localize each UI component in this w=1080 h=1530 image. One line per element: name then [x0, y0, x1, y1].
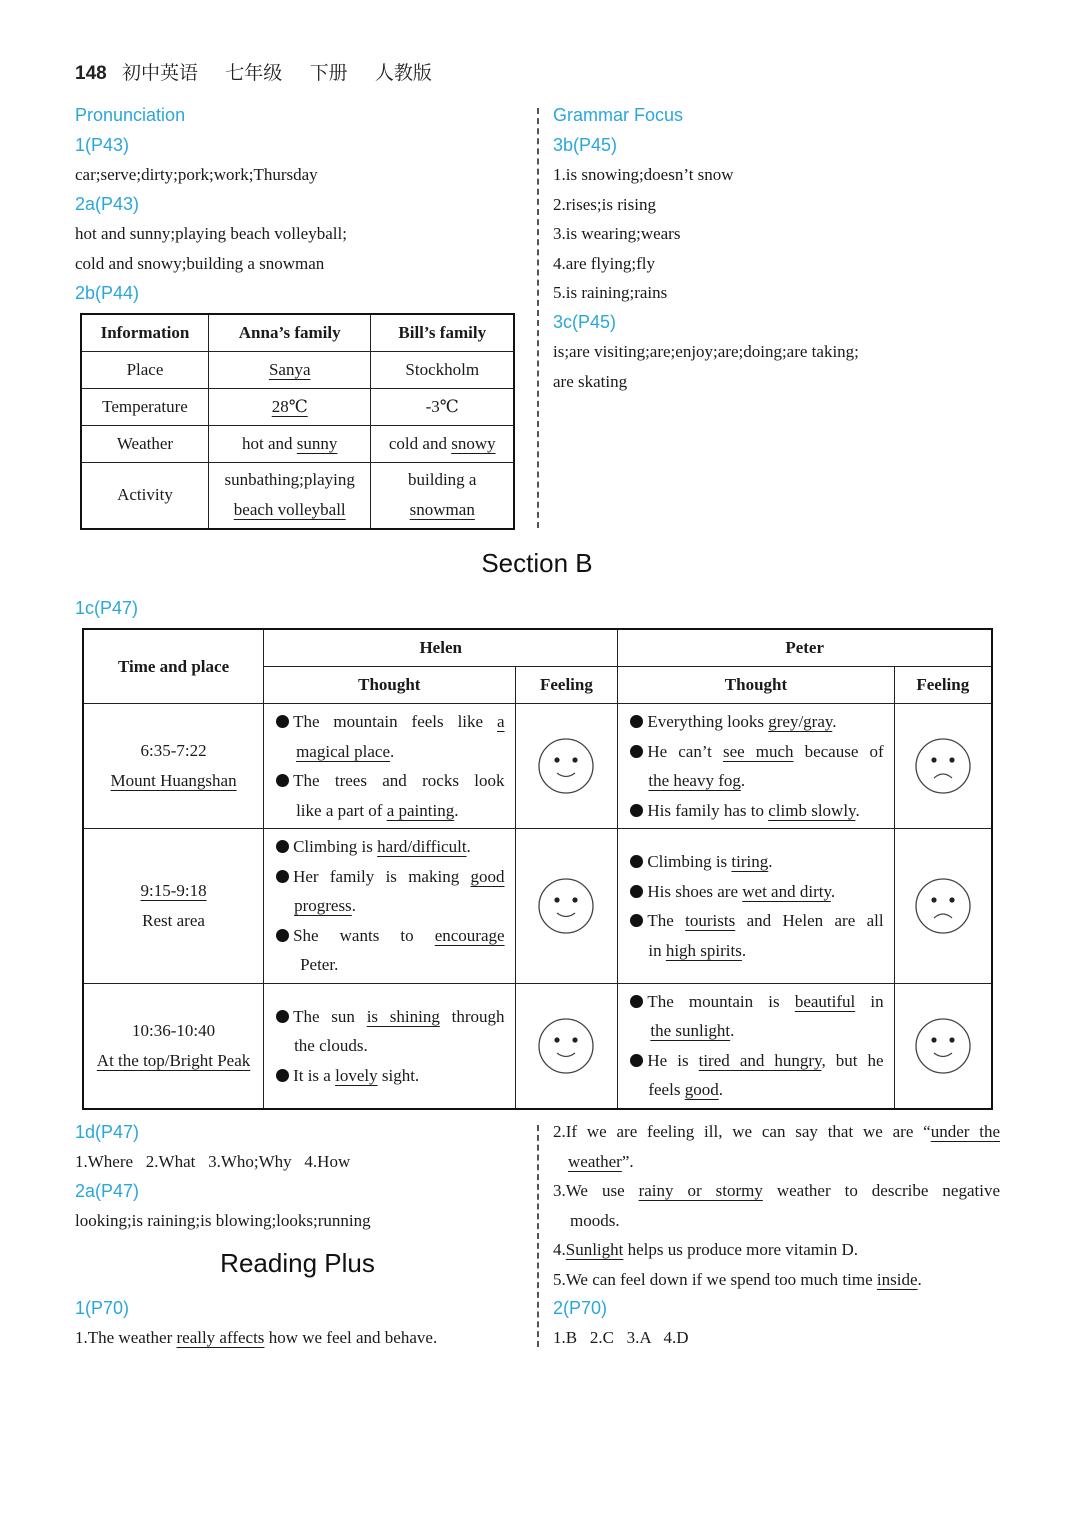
column-header: Anna’s family	[208, 314, 371, 352]
grammar-focus-title: Grammar Focus	[553, 105, 684, 125]
answer-blank: under the	[930, 1122, 1000, 1141]
answer-blank: Sunlight	[565, 1240, 624, 1259]
row-label: Place	[81, 352, 208, 389]
cell-text: The trees and rocks look	[293, 771, 505, 790]
table-cell	[371, 426, 514, 463]
cell-text: Climbing is	[647, 852, 732, 871]
column-header: Helen	[264, 629, 618, 667]
cell-text: building a	[408, 470, 477, 490]
answer-blank: 28℃	[271, 397, 308, 416]
cell-text: He can’t	[647, 741, 723, 761]
column-header: Feeling	[894, 667, 992, 704]
bullet-icon	[276, 1069, 289, 1082]
cell-text: weather to describe negative	[762, 1181, 1000, 1200]
cell-text: The mountain feels like	[293, 712, 497, 731]
answer-text: hot and sunny;playing beach volleyball;	[75, 224, 347, 243]
answer-blank: tiring	[731, 852, 769, 871]
cell-text: because of	[793, 741, 884, 761]
bullet-icon	[630, 804, 643, 817]
answer-text	[75, 1323, 437, 1353]
feeling-cell	[894, 984, 992, 1109]
cell-text: , but he	[821, 1050, 884, 1070]
table-row	[81, 426, 514, 463]
column-header: Thought	[618, 667, 894, 704]
row-label: Temperature	[81, 389, 208, 426]
answer-blank: snowy	[451, 434, 496, 453]
cell-text: hot and	[242, 434, 297, 453]
answer-blank: grey/gray	[768, 712, 833, 731]
happy-face-icon	[537, 737, 595, 795]
answer-blank: beautiful	[794, 991, 856, 1011]
feeling-cell	[515, 829, 618, 984]
cell-text: sight.	[377, 1065, 420, 1085]
answer-text: are skating	[553, 372, 628, 391]
answer-text: 1.Where 2.What 3.Who;Why 4.How	[75, 1152, 351, 1171]
exercise-label: 2b(P44)	[75, 283, 140, 303]
table-cell	[208, 389, 371, 426]
thought-cell	[618, 829, 894, 984]
table-row	[81, 463, 514, 529]
thought-cell	[618, 984, 894, 1109]
exercise-label: 2(P70)	[553, 1298, 608, 1318]
header-volume: 下册	[309, 63, 348, 84]
exercise-label: 2a(P47)	[75, 1181, 140, 1201]
sad-face-icon	[914, 877, 972, 935]
table-cell	[371, 463, 514, 529]
cell-text: Climbing is	[293, 837, 378, 857]
bullet-icon	[276, 870, 289, 883]
answer-text	[568, 1147, 634, 1177]
cell-text: .	[454, 800, 459, 820]
feeling-cell	[894, 704, 992, 829]
table-row	[83, 984, 992, 1109]
cell-text: and Helen are all	[735, 911, 884, 930]
table-cell	[208, 463, 371, 529]
answer-blank: encourage	[434, 925, 505, 945]
answer-blank: high spirits	[665, 940, 742, 960]
cell-text: .	[830, 881, 836, 901]
bullet-icon	[276, 929, 289, 942]
cell-text: The mountain is	[647, 991, 795, 1011]
cell-text: like a part of	[296, 800, 387, 820]
column-header: Bill’s family	[371, 314, 514, 352]
bullet-icon	[630, 914, 643, 927]
answer-blank: tired and hungry	[698, 1050, 822, 1070]
cell-text: how we feel and behave.	[264, 1328, 438, 1347]
cell-text: helps us produce more vitamin D.	[623, 1240, 859, 1259]
happy-face-icon	[914, 1017, 972, 1075]
cell-text: 1.The weather	[75, 1328, 177, 1347]
place-text: Mount Huangshan	[110, 771, 237, 790]
feeling-cell	[894, 829, 992, 984]
bullet-icon	[630, 715, 643, 728]
header-edition: 人教版	[374, 63, 432, 84]
table-1c	[82, 628, 993, 1110]
answer-blank: snowman	[409, 500, 475, 520]
time-place-cell	[83, 704, 264, 829]
exercise-label: 2a(P43)	[75, 194, 140, 214]
cell-text: 5.We can feel down if we spend too much time	[553, 1270, 877, 1289]
cell-text: The sun	[293, 1006, 367, 1026]
column-header: Time and place	[83, 629, 264, 704]
cell-text: .	[741, 940, 747, 960]
pronunciation-title: Pronunciation	[75, 105, 186, 125]
cell-text: .	[917, 1270, 922, 1289]
answer-blank: really affects	[176, 1328, 265, 1347]
answer-blank: tourists	[685, 911, 736, 930]
answer-text	[553, 1176, 1000, 1206]
cell-text: .	[855, 800, 860, 820]
answer-blank: climb slowly	[768, 800, 856, 820]
happy-face-icon	[537, 1017, 595, 1075]
column-header: Information	[81, 314, 208, 352]
answer-text: car;serve;dirty;pork;work;Thursday	[75, 165, 318, 184]
answer-text: 2.rises;is rising	[553, 195, 656, 214]
time-text: 9:15-9:18	[140, 881, 207, 900]
column-divider	[537, 108, 539, 528]
time-text: 10:36-10:40	[131, 1020, 216, 1040]
cell-text: 3.We use	[553, 1181, 639, 1200]
bullet-icon	[276, 774, 289, 787]
answer-text	[553, 1265, 922, 1295]
cell-text: .	[740, 771, 746, 790]
answer-blank: hard/difficult	[377, 837, 467, 857]
answer-blank: lovely	[335, 1065, 378, 1085]
table-row	[83, 829, 992, 984]
feeling-cell	[515, 704, 618, 829]
answer-blank: sunny	[296, 434, 338, 453]
answer-blank: a	[496, 712, 505, 731]
time-text: 6:35-7:22	[140, 741, 207, 760]
answer-text: 1.is snowing;doesn’t snow	[553, 165, 734, 184]
bullet-icon	[630, 1054, 643, 1067]
answer-blank: a painting	[386, 800, 455, 820]
cell-text: His family has to	[647, 800, 769, 820]
exercise-label: 1(P70)	[75, 1298, 130, 1318]
answer-blank: rainy or stormy	[638, 1181, 763, 1200]
column-header: Peter	[618, 629, 992, 667]
exercise-label: 1(P43)	[75, 135, 130, 155]
table-header-row	[83, 629, 992, 667]
page-number: 148	[75, 63, 107, 84]
cell-text: the clouds.	[294, 1036, 368, 1055]
table-row	[81, 352, 514, 389]
thought-cell	[264, 829, 515, 984]
table-row	[83, 704, 992, 829]
section-title: Reading Plus	[220, 1248, 375, 1278]
cell-text: .	[730, 1021, 735, 1041]
row-label: Activity	[81, 463, 208, 529]
answer-text	[553, 1117, 1000, 1147]
bullet-icon	[630, 995, 643, 1008]
cell-text: It is a	[293, 1065, 336, 1085]
answer-blank: see much	[722, 741, 794, 761]
bullet-icon	[630, 855, 643, 868]
table-cell	[208, 426, 371, 463]
cell-text: cold and	[388, 434, 452, 453]
answer-blank: is shining	[366, 1006, 440, 1026]
table-header-row	[81, 314, 514, 352]
answer-blank: good	[470, 866, 505, 886]
answer-blank: good	[684, 1080, 719, 1100]
exercise-label: 3c(P45)	[553, 312, 617, 332]
thought-cell	[264, 984, 515, 1109]
answer-text: 5.is raining;rains	[553, 283, 668, 302]
cell-text: feels	[648, 1080, 685, 1100]
cell-text: He is	[647, 1050, 699, 1070]
place-text: At the top/Bright Peak	[96, 1050, 251, 1070]
answer-text: looking;is raining;is blowing;looks;running	[75, 1211, 371, 1230]
cell-text: .	[768, 852, 773, 871]
section-title: Section B	[481, 548, 593, 578]
time-place-cell	[83, 829, 264, 984]
cell-text: .	[351, 896, 356, 916]
thought-cell	[264, 704, 515, 829]
answer-text: 4.are flying;fly	[553, 254, 655, 273]
feeling-cell	[515, 984, 618, 1109]
bullet-icon	[630, 745, 643, 758]
cell-text: Her family is making	[293, 866, 471, 886]
answer-blank: progress	[294, 896, 352, 916]
answer-blank: magical place	[296, 741, 390, 761]
row-label: Weather	[81, 426, 208, 463]
table-row	[81, 389, 514, 426]
bullet-icon	[630, 885, 643, 898]
column-header: Thought	[264, 667, 515, 704]
cell-text: .	[466, 837, 471, 857]
page-header	[75, 58, 454, 85]
cell-text: ”.	[621, 1152, 634, 1171]
exercise-label: 1c(P47)	[75, 598, 139, 618]
column-header: Feeling	[515, 667, 618, 704]
cell-text: in	[648, 940, 666, 960]
answer-blank: wet and dirty	[742, 881, 831, 901]
happy-face-icon	[537, 877, 595, 935]
table-cell: -3℃	[371, 389, 514, 426]
answer-text: moods.	[570, 1211, 620, 1230]
cell-text: through	[439, 1006, 505, 1026]
answer-text: is;are visiting;are;enjoy;are;doing;are taking;	[553, 342, 859, 361]
cell-text: .	[718, 1080, 723, 1100]
cell-text: Everything looks	[647, 712, 769, 731]
bullet-icon	[276, 1010, 289, 1023]
table-2b	[80, 313, 515, 530]
place-text: Rest area	[142, 911, 205, 930]
exercise-label: 3b(P45)	[553, 135, 618, 155]
cell-text: .	[832, 712, 837, 731]
bullet-icon	[276, 840, 289, 853]
answer-blank: the heavy fog	[648, 771, 741, 790]
answer-text: 1.B 2.C 3.A 4.D	[553, 1328, 689, 1347]
exercise-label: 1d(P47)	[75, 1122, 140, 1142]
cell-text: The	[647, 911, 686, 930]
cell-text: She wants to	[293, 925, 435, 945]
answer-text	[553, 1235, 858, 1265]
bullet-icon	[276, 715, 289, 728]
header-grade: 七年级	[225, 63, 283, 84]
answer-text: cold and snowy;building a snowman	[75, 254, 325, 273]
cell-text: 4.	[553, 1240, 566, 1259]
answer-blank: Sanya	[268, 360, 311, 379]
cell-text: Peter.	[300, 955, 339, 975]
header-subject: 初中英语	[121, 63, 198, 84]
answer-text: 3.is wearing;wears	[553, 224, 681, 243]
column-divider	[537, 1125, 539, 1347]
thought-cell	[618, 704, 894, 829]
answer-blank: beach volleyball	[233, 500, 346, 520]
table-cell	[208, 352, 371, 389]
cell-text: sunbathing;playing	[224, 470, 355, 490]
table-cell: Stockholm	[371, 352, 514, 389]
cell-text: in	[855, 991, 884, 1011]
answer-blank: weather	[568, 1152, 622, 1171]
sad-face-icon	[914, 737, 972, 795]
answer-blank: the sunlight	[650, 1021, 731, 1041]
cell-text: .	[390, 741, 395, 761]
time-place-cell	[83, 984, 264, 1109]
answer-blank: inside	[876, 1270, 918, 1289]
cell-text: His shoes are	[647, 881, 743, 901]
cell-text: 2.If we are feeling ill, we can say that we are “	[553, 1122, 931, 1141]
